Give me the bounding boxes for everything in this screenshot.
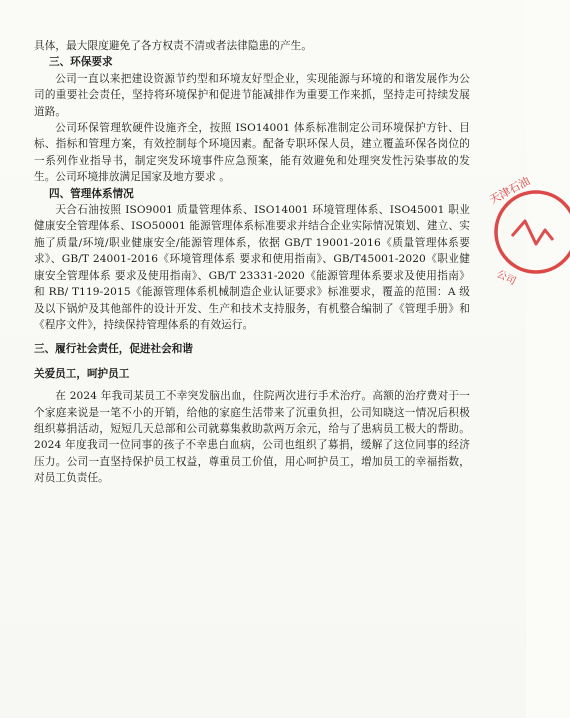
paragraph-environment-management: 公司环保管理软硬件设施齐全，按照 ISO14001 体系标准制定公司环境保护方针、目标、指标和管理方案，有效控制每个环境因素。配备专职环保人员，建立覆盖环保各岗位的一系列作业指导书，制定突发环境事件应急预案，能有效避免和处理突发性污染事故的发生。公司环境排放满足国家及地方要求 。 — [34, 122, 470, 184]
svg-text:天津石油: 天津石油 — [487, 174, 533, 207]
paragraph-environment-commitment: 公司一直以来把建设资源节约型和环境友好型企业，实现能源与环境的和谐发展作为公司的重要社会责任，坚持将环境保护和促进节能减排作为重要工作来抓，坚持走可持续发展道路。 — [34, 72, 470, 118]
heading-management-system: 四、管理体系情况 — [49, 187, 134, 200]
document-body — [34, 38, 470, 487]
heading-care-employees: 关爱员工，呵护员工 — [34, 367, 130, 380]
paragraph-continuation: 具体，最大限度避免了各方权责不清或者法律隐患的产生。 — [34, 40, 313, 52]
paragraph-employee-care: 在 2024 年我司某员工不幸突发脑出血，住院两次进行手术治疗。高额的治疗费对于一个家庭来说是一笔不小的开销，给他的家庭生活带来了沉重负担，公司知晓这一情况后积极组织募捐活动，短短几天总部和公司就募集救助款两万余元，给与了患病员工极大的帮助。2024 年度我司一位同事的孩子不幸患白血病，公司也组织了募捐，缓解了这位同事的经济压力。公司一直坚持保护员工权益，尊重员工价值，用心呵护员工，增加员工的幸福指数，对员工负责任。 — [34, 390, 470, 485]
company-seal — [487, 170, 570, 302]
heading-social-responsibility: 三、履行社会责任，促进社会和谐 — [34, 343, 193, 356]
svg-text:公司: 公司 — [494, 268, 518, 288]
paragraph-management-system: 天合石油按照 ISO9001 质量管理体系、ISO14001 环境管理体系、ISO45001 职业健康安全管理体系、ISO50001 能源管理体系标准要求并结合企业实际情况策划、建立、实施了质量/环境/职业健康安全/能源管理体系，依据 GB/T 19001-2016《质量管理体系要求》、GB/T 24001-2016《环境管理体系 要求和使用指南》、GB/T45001-2020《职业健康安全管理体系 要求及使用指南》、GB/T 23331-2020《能源管理体系要求及使用指南》和 RB/ T119-2015《能源管理体系机械制造企业认证要求》标准要求，覆盖的范围：A 级及以下锅炉及其他部件的设计开发、生产和技术支持服务，有机整合编制了《管理手册》和《程序文件》，持续保持管理体系的有效运行。 — [34, 204, 470, 331]
heading-environmental-requirements: 三、环保要求 — [49, 56, 113, 69]
spacer — [34, 333, 470, 335]
